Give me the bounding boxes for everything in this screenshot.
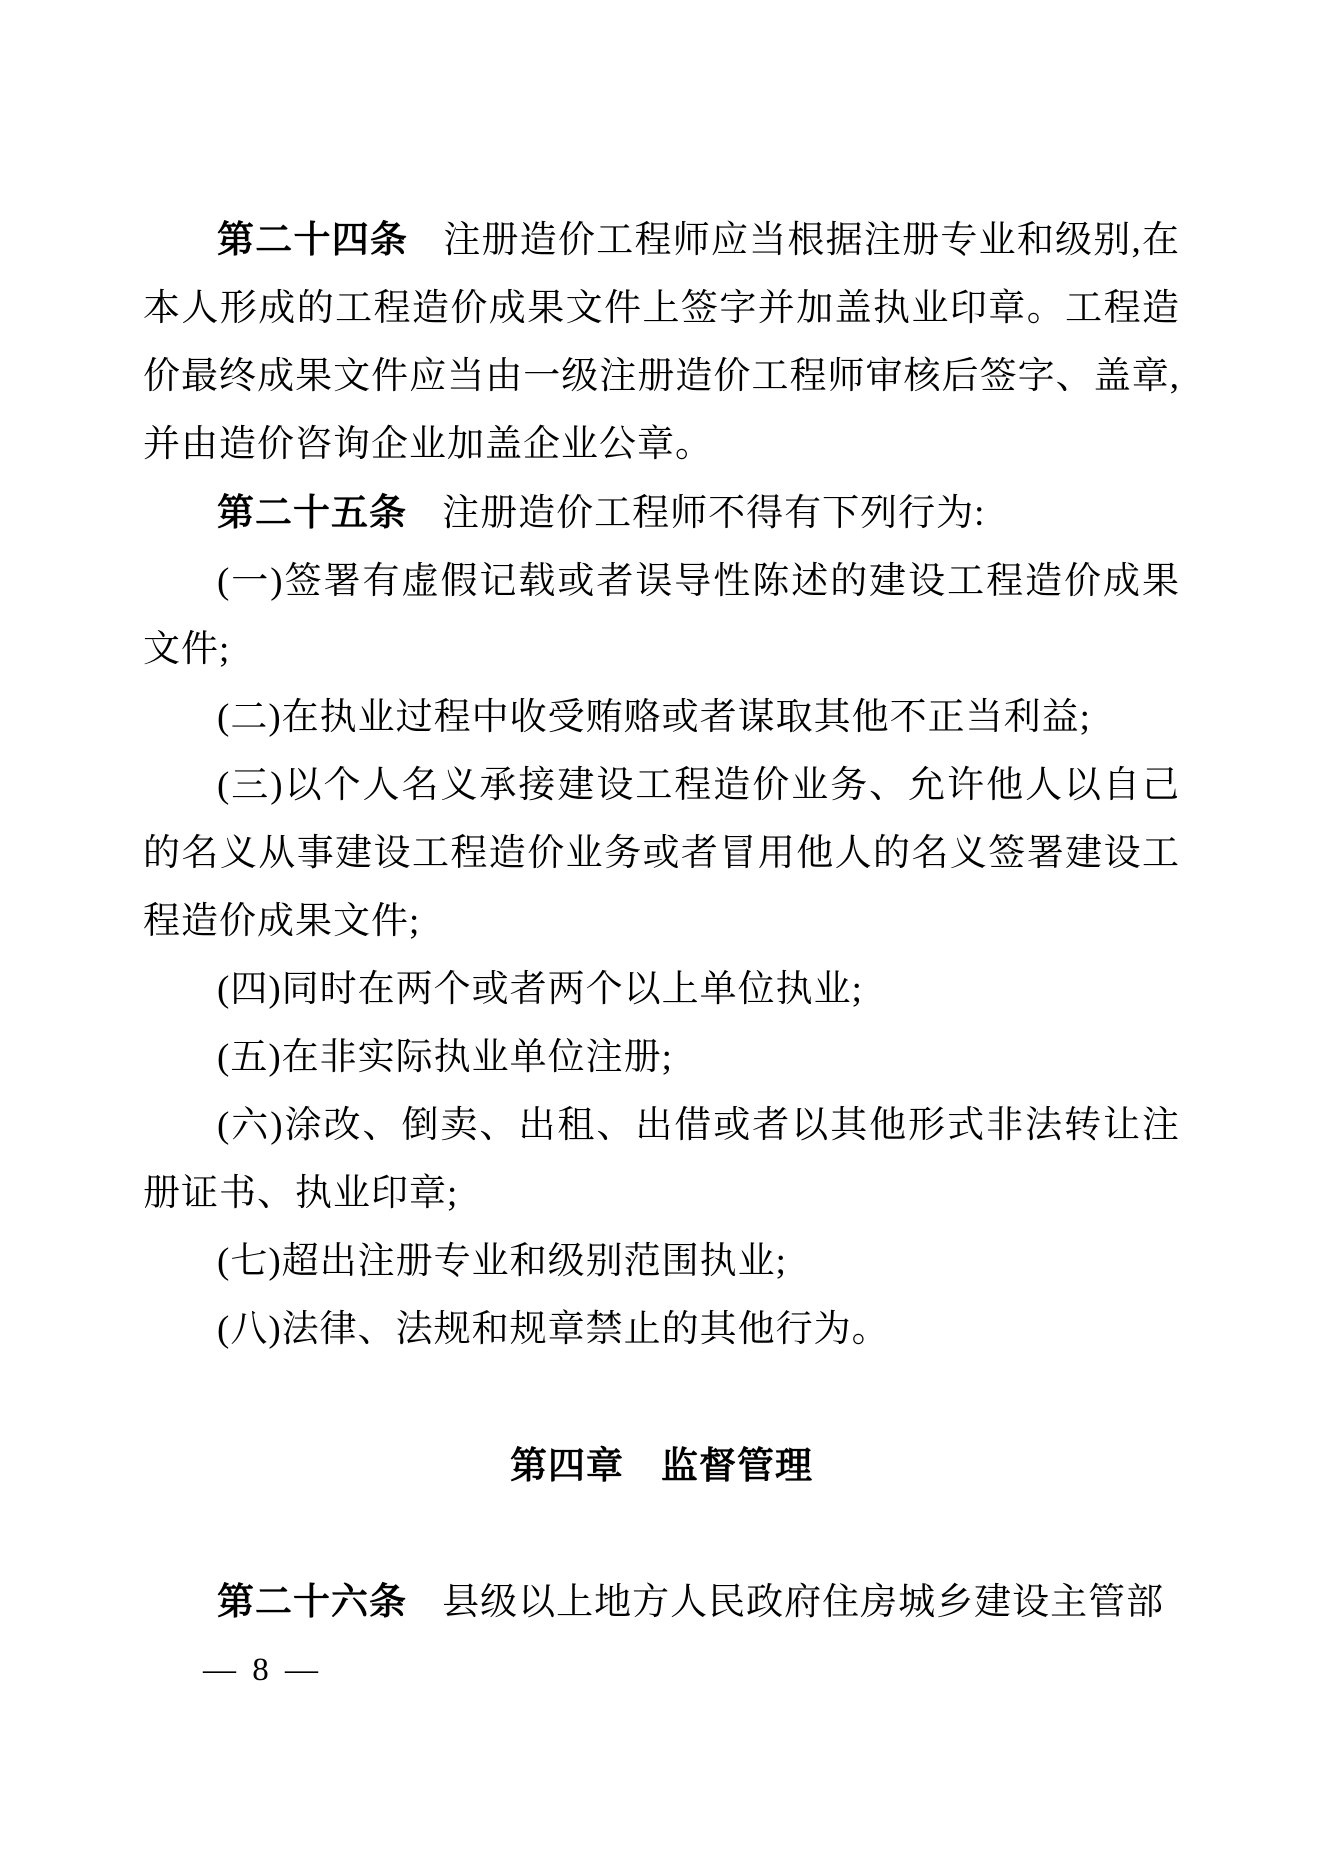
article-26-text: 县级以上地方人民政府住房城乡建设主管部 bbox=[442, 1582, 1165, 1623]
document-body bbox=[143, 206, 1180, 1637]
list-item-2: (二)在执业过程中收受贿赂或者谋取其他不正当利益; bbox=[217, 697, 1091, 738]
page-number: — 8 — bbox=[203, 1652, 322, 1688]
list-item-6: (六)涂改、倒卖、出租、出借或者以其他形式非法转让注册证书、执业印章; bbox=[143, 1105, 1180, 1214]
chapter-4-heading bbox=[143, 1432, 1180, 1500]
list-item-1: (一)签署有虚假记载或者误导性陈述的建设工程造价成果文件; bbox=[143, 561, 1180, 670]
article-24-text: 注册造价工程师应当根据注册专业和级别,在本人形成的工程造价成果文件上签字并加盖执业印章。工程造价最终成果文件应当由一级注册造价工程师审核后签字、盖章,并由造价咨询企业加盖企业公章。 bbox=[143, 220, 1181, 465]
article-26-paragraph bbox=[143, 1568, 1180, 1637]
article-25-paragraph bbox=[143, 479, 1180, 548]
article-25-text: 注册造价工程师不得有下列行为: bbox=[442, 493, 986, 534]
chapter-4-title: 监督管理 bbox=[661, 1445, 813, 1486]
article-26-number: 第二十六条 bbox=[217, 1581, 407, 1622]
article-24-number: 第二十四条 bbox=[217, 219, 409, 260]
list-item-5: (五)在非实际执业单位注册; bbox=[217, 1037, 673, 1078]
list-item-3: (三)以个人名义承接建设工程造价业务、允许他人以自己的名义从事建设工程造价业务或者冒用他人的名义签署建设工程造价成果文件; bbox=[143, 765, 1180, 942]
list-item-4: (四)同时在两个或者两个以上单位执业; bbox=[217, 969, 863, 1010]
chapter-4-number: 第四章 bbox=[510, 1445, 624, 1486]
article-25-number: 第二十五条 bbox=[217, 492, 407, 533]
list-item-7: (七)超出注册专业和级别范围执业; bbox=[217, 1241, 787, 1282]
list-item-8: (八)法律、法规和规章禁止的其他行为。 bbox=[217, 1309, 890, 1350]
article-24-paragraph bbox=[143, 206, 1180, 479]
